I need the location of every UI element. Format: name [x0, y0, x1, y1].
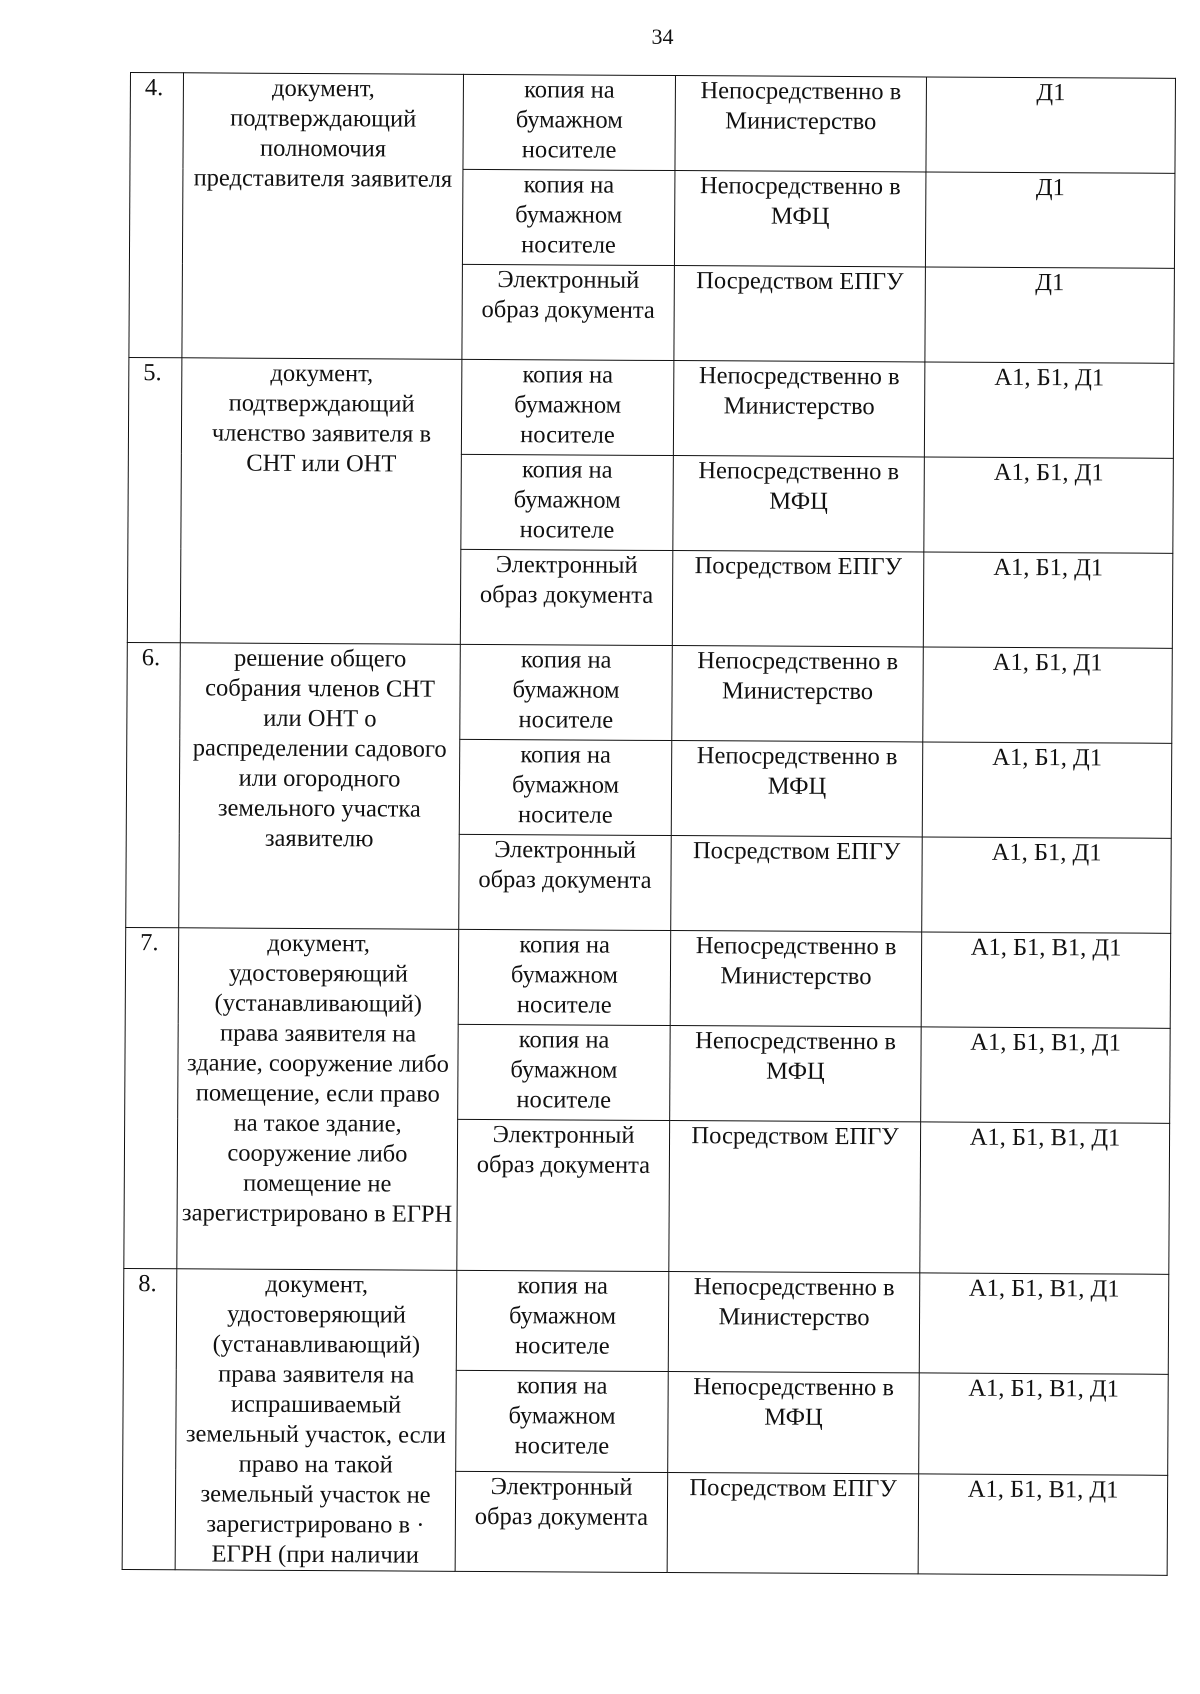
document-name: документ, подтверждающий членство заявителя в СНТ или ОНТ [180, 358, 462, 645]
requirement-codes: А1, Б1, Д1 [922, 837, 1172, 933]
submission-form: Электронный образ документа [459, 834, 672, 930]
requirement-codes: Д1 [925, 267, 1175, 363]
submission-method: Непосредственно в Министерство [670, 931, 922, 1027]
table-row [125, 927, 1171, 1028]
submission-form: копия на бумажном носителе [458, 1024, 671, 1120]
submission-method: Посредством ЕПГУ [667, 1472, 919, 1574]
requirement-codes: А1, Б1, Д1 [924, 457, 1174, 553]
row-number: 8. [122, 1268, 177, 1569]
requirement-codes: Д1 [926, 77, 1176, 173]
submission-form: копия на бумажном носителе [462, 169, 675, 265]
requirement-codes: А1, Б1, В1, Д1 [919, 1373, 1169, 1475]
submission-method: Непосредственно в МФЦ [673, 456, 925, 552]
requirement-codes: А1, Б1, Д1 [922, 742, 1172, 838]
document-name: документ, удостоверяющий (устанавливающий) права заявителя на испрашиваемый земельный участок, если право на такой земельный участок не зарегистрировано в · ЕГРН (при наличии [175, 1269, 457, 1572]
submission-form: копия на бумажном носителе [461, 454, 674, 550]
submission-form: копия на бумажном носителе [460, 644, 673, 740]
submission-method: Непосредственно в Министерство [668, 1272, 920, 1374]
submission-method: Непосредственно в МФЦ [671, 741, 923, 837]
submission-form: копия на бумажном носителе [456, 1371, 669, 1473]
requirement-codes: А1, Б1, В1, Д1 [918, 1474, 1168, 1576]
row-number: 6. [126, 642, 181, 927]
submission-method: Посредством ЕПГУ [671, 836, 923, 932]
document-name: документ, удостоверяющий (устанавливающий) права заявителя на здание, сооружение либо помещение, если право на такое здание, сооружение либо помещение не зарегистрировано в ЕГРН [177, 928, 459, 1271]
submission-method: Посредством ЕПГУ [669, 1121, 921, 1273]
row-number: 5. [127, 357, 182, 642]
document-name: документ, подтверждающий полномочия представителя заявителя [182, 73, 464, 360]
table-row [127, 642, 1173, 743]
submission-method: Непосредственно в МФЦ [668, 1372, 920, 1474]
requirement-codes: А1, Б1, Д1 [924, 362, 1174, 458]
submission-form: копия на бумажном носителе [463, 74, 676, 170]
submission-form: Электронный образ документа [462, 264, 675, 360]
submission-method: Непосредственно в Министерство [672, 646, 924, 742]
submission-form: копия на бумажном носителе [456, 1270, 669, 1372]
submission-form: копия на бумажном носителе [458, 929, 671, 1025]
requirement-codes: Д1 [925, 172, 1175, 268]
table-row [123, 1268, 1169, 1374]
requirement-codes: А1, Б1, В1, Д1 [921, 932, 1171, 1028]
submission-method: Непосредственно в МФЦ [674, 171, 926, 267]
submission-form: копия на бумажном носителе [459, 739, 672, 835]
submission-method: Непосредственно в Министерство [675, 76, 927, 172]
requirement-codes: А1, Б1, Д1 [923, 647, 1173, 743]
row-number: 7. [124, 927, 179, 1268]
submission-form: копия на бумажном носителе [461, 359, 674, 455]
row-number: 4. [129, 73, 184, 358]
requirement-codes: А1, Б1, В1, Д1 [919, 1273, 1169, 1375]
documents-table [122, 72, 1176, 1576]
submission-method: Непосредственно в Министерство [673, 361, 925, 457]
submission-form: Электронный образ документа [457, 1119, 670, 1271]
requirement-codes: А1, Б1, В1, Д1 [921, 1027, 1171, 1123]
requirement-codes: А1, Б1, Д1 [923, 552, 1173, 648]
document-name: решение общего собрания членов СНТ или ОНТ о распределении садового или огородного земельного участка заявителю [179, 643, 461, 930]
submission-form: Электронный образ документа [460, 549, 673, 645]
table-row [130, 73, 1176, 174]
page-number: 34 [651, 24, 674, 49]
table-row [128, 357, 1174, 458]
submission-method: Посредством ЕПГУ [672, 551, 924, 647]
submission-form: Электронный образ документа [455, 1471, 668, 1573]
submission-method: Непосредственно в МФЦ [670, 1026, 922, 1122]
requirement-codes: А1, Б1, В1, Д1 [920, 1122, 1170, 1274]
submission-method: Посредством ЕПГУ [674, 266, 926, 362]
